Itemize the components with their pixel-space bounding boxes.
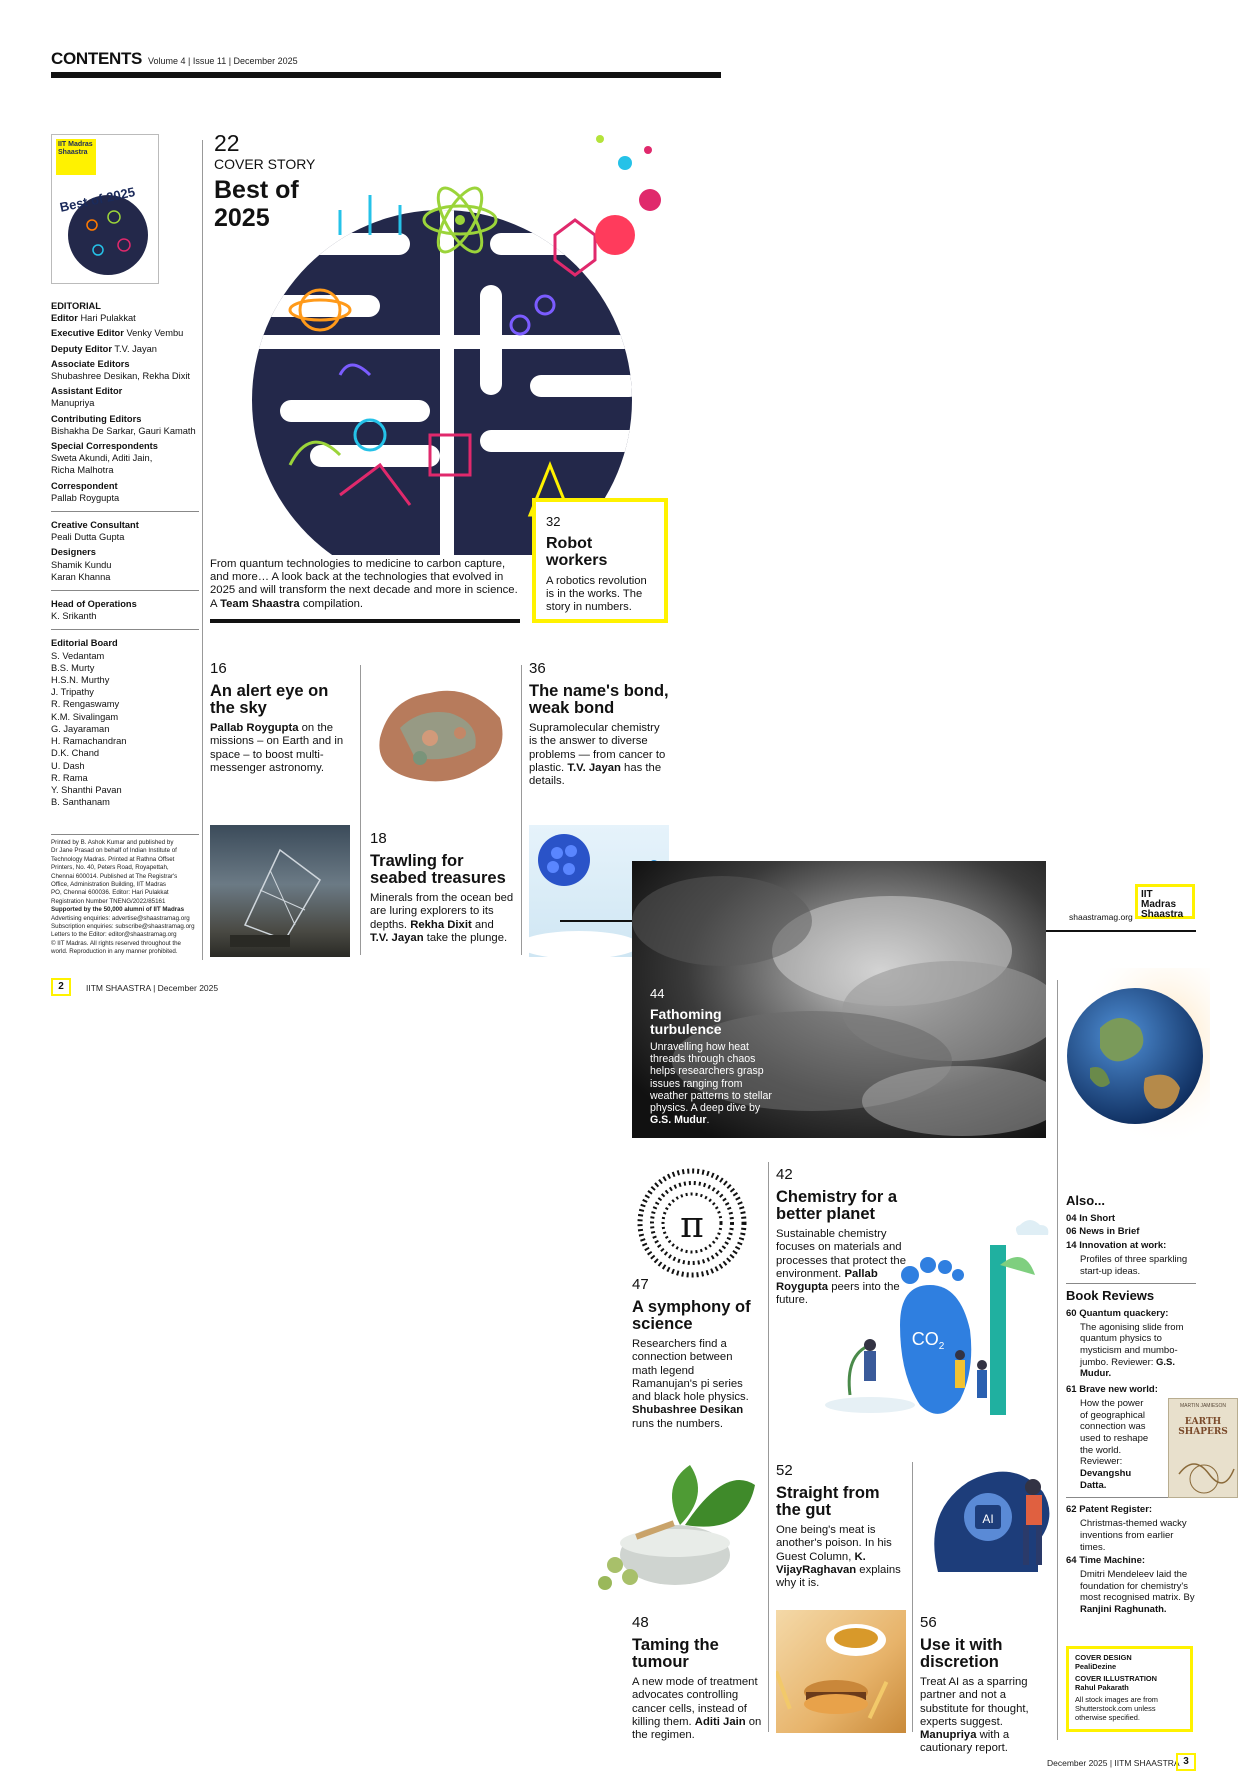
also-heading: Also... xyxy=(1066,1193,1106,1208)
article-16[interactable]: 16 An alert eye on the sky Pallab Roygupta on the missions – on Earth and in space – to boost multi-messenger astronomy. xyxy=(210,660,344,774)
shaastra-logo: IIT Madras Shaastra xyxy=(1135,884,1195,919)
also-item[interactable]: 06 News in Brief xyxy=(1066,1226,1140,1238)
article-36[interactable]: 36 The name's bond, weak bond Supramolecular chemistry is the answer to diverse problems — from cancer to plastic. T.V. Jayan has the details. xyxy=(529,660,669,788)
column-divider xyxy=(202,140,203,960)
column-divider xyxy=(768,1162,769,1732)
article-48[interactable]: 48 Taming the tumour A new mode of treatment advocates controlling cancer cells, instead of killing them. Aditi Jain on the regimen. xyxy=(632,1614,762,1742)
column-divider xyxy=(1057,980,1058,1740)
telescope-image xyxy=(210,825,350,957)
article-52[interactable]: 52 Straight from the gut One being's meat is another's poison. In his Guest Column, K. VijayRaghavan explains why it is. xyxy=(776,1462,901,1590)
also-item[interactable]: 62 Patent Register: xyxy=(1066,1504,1153,1516)
issue-info: Volume 4 | Issue 11 | December 2025 xyxy=(148,56,298,66)
cover-story-number: 22 xyxy=(214,130,240,156)
article-18[interactable]: 18 Trawling for seabed treasures Minerals from the ocean bed are luring explorers to its depths. Rekha Dixit and T.V. Jayan take the plunge. xyxy=(370,830,514,944)
svg-text:π: π xyxy=(680,1205,704,1246)
header-rule xyxy=(51,72,721,78)
book-cover-image: MARTIN JAMIESON EARTH SHAPERS xyxy=(1168,1398,1238,1498)
cover-story-description: From quantum technologies to medicine to carbon capture, and more… A look back at the technologies that evolved in 2025 and will transform the next decade and more in science. A Team Shaastra compilation. xyxy=(210,558,518,610)
review-item[interactable]: 60 Quantum quackery: xyxy=(1066,1307,1169,1319)
earth-image xyxy=(1060,968,1210,1148)
book-reviews-heading: Book Reviews xyxy=(1066,1288,1155,1304)
cover-thumbnail[interactable] xyxy=(51,134,159,284)
page-rule xyxy=(1046,930,1196,932)
column-divider xyxy=(521,665,522,955)
copper-image xyxy=(360,668,520,798)
junk-food-image xyxy=(776,1610,906,1733)
column-divider xyxy=(912,1462,913,1732)
also-item[interactable]: 04 In Short xyxy=(1066,1212,1116,1224)
thumb-title: Best of 2025 xyxy=(58,184,137,215)
footer-left: IITM SHAASTRA | December 2025 xyxy=(86,983,219,993)
also-item[interactable]: 64 Time Machine: xyxy=(1066,1555,1146,1567)
cover-story-label: COVER STORY xyxy=(214,156,316,172)
page-number-left: 2 xyxy=(51,978,71,996)
page-number-right: 3 xyxy=(1176,1753,1196,1771)
ai-head-illustration xyxy=(918,1462,1058,1597)
article-56[interactable]: 56 Use it with discretion Treat AI as a sparring partner and not a substitute for thought, experts suggest. Manupriya with a cautionary report. xyxy=(920,1614,1029,1755)
review-item[interactable]: 61 Brave new world: xyxy=(1066,1384,1158,1396)
site-url[interactable]: shaastramag.org xyxy=(1069,912,1133,922)
cover-illustration[interactable] xyxy=(250,135,680,555)
co2-label: $CO_2$ xyxy=(911,1329,945,1352)
footprint-illustration xyxy=(810,1205,1055,1430)
page-title: CONTENTS xyxy=(51,49,143,68)
article-44[interactable]: 44 Fathoming turbulence Unravelling how heat threads through chaos helps researchers grasp issues ranging from weather patterns to stellar physics. A deep dive by G.S. Mudur. xyxy=(650,986,772,1127)
footer-right: December 2025 | IITM SHAASTRA xyxy=(1047,1758,1180,1768)
cover-story-rule xyxy=(210,619,520,623)
page-rule xyxy=(560,920,632,922)
editorial-credits: EDITORIAL Editor Hari Pulakkat Executive Editor Venky Vembu Deputy Editor T.V. Jayan Associate Editors Shubashree Desikan, Rekha Dixit Assistant Editor Manupriya Contributing Editors Bishakha De Sarkar, Gauri Kamath Special Correspondents Sweta Akundi, Aditi Jain, Richa Malhotra Correspondent Pallab Roygupta Creative Consultant Peali Dutta Gupta Designers Shamik Kundu Karan Khanna Head of Operations K. Srikanth Editorial Board S. Vedantam B.S. Murty H.S.N. Murthy J. Tripathy R. Rengaswamy K.M. Sivalingam G. Jayaraman H. Ramachandran D.K. Chand U. Dash R. Rama Y. Shanthi Pavan B. Santhanam xyxy=(51,298,201,811)
robot-text: A robotics revolution is in the works. The story in numbers. xyxy=(546,575,647,613)
credits-box: COVER DESIGN PealiDezine COVER ILLUSTRATION Rahul Pakarath All stock images are from Shutterstock.com unless otherwise specified. xyxy=(1066,1646,1193,1732)
herbs-image xyxy=(585,1465,765,1600)
also-column: Also... 04 In Short 06 News in Brief 14 Innovation at work: Profiles of three sparkling start-up ideas. Book Reviews 60 Quantum quackery: The agonising slide from quantum physics to mysticism and mumbo-jumbo. Reviewer: G.S. Mudur. 61 Brave new world: How the power of geographical connection was used to reshape the world. Reviewer: Devangshu Datta. 62 Patent Register: Christmas-themed wacky inventions from earlier times. 64 Time Machine: Dmitri Mendeleev laid the foundation for chemistry's most recognised matrix. By Ranjini Raghunath. xyxy=(1066,1193,1195,1616)
article-42[interactable]: 42 Chemistry for a better planet Sustainable chemistry focuses on materials and processes that protect the environment. Pallab Roygupta peers into the future. xyxy=(776,1166,906,1307)
thumb-art xyxy=(52,135,159,284)
ai-label: AI xyxy=(982,1512,994,1526)
robot-title: Robot workers xyxy=(546,535,608,569)
robot-workers-card[interactable] xyxy=(532,498,668,623)
article-47[interactable]: 47 A symphony of science Researchers find a connection between math legend Ramanujan's pi series and black hole physics. Shubashree Desikan runs the numbers. xyxy=(632,1276,751,1430)
imprint: Printed by B. Ashok Kumar and published by Dr Jane Prasad on behalf of Indian Institute of Technology Madras. Printed at Rathna Offset Printers, No. 40, Peters Road, Royapettah, Chennai 600014. Published at The Registrar's Office, Administration Building, IIT Madras PO, Chennai 600036. Editor: Hari Pulakkat Registration Number TNENG/2022/85161 Supported by the 50,000 alumni of IIT Madras Advertising enquiries: advertise@shaastramag.org Subscription enquiries: subscribe@shaastramag.org Letters to the Editor: editor@shaastramag.org © IIT Madras. All rights reserved throughout the world. Reproduction in any manner prohibited. xyxy=(51,834,201,957)
robot-page-number: 32 xyxy=(546,514,561,529)
cover-story-title[interactable]: Best of 2025 xyxy=(214,176,299,232)
thumb-masthead: IIT Madras Shaastra xyxy=(56,139,96,175)
pi-spiral-image xyxy=(632,1163,752,1283)
also-item[interactable]: 14 Innovation at work: xyxy=(1066,1240,1167,1252)
